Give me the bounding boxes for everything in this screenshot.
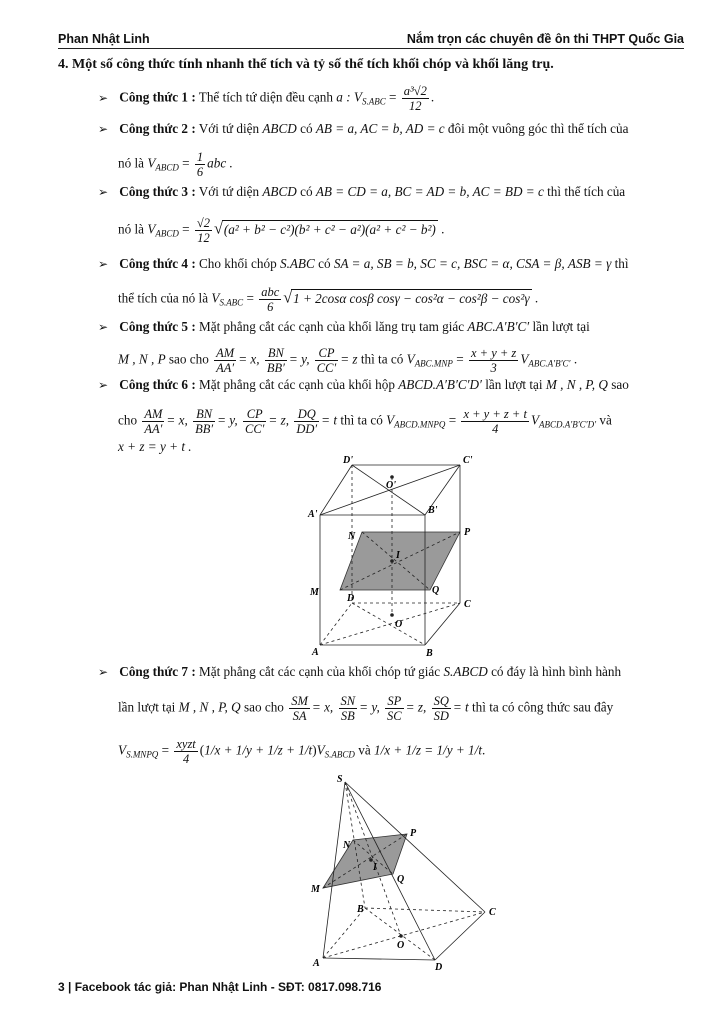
formula-name: ABCD	[262, 184, 297, 199]
bullet-arrow-icon: ➢	[98, 320, 109, 334]
formula-text: lần lượt tại	[485, 377, 543, 392]
ratio-value: = x,	[238, 351, 260, 367]
edge	[323, 958, 435, 960]
ratio-value: = z,	[405, 699, 427, 715]
figure-box-diagram	[300, 455, 500, 660]
formula-6-result: cho $\frac{AM}{AA'}$ = x, $\frac{BN}{BB'}$ = y, $\frac{CP}{CC'}$ = z, $\frac{DQ}{DD'}$ = t thì ta có $V_{ABCD.MNPQ}$ = $\frac{x + y + z + t}{4}$ $V_{ABCD.A'B'C'D'}$ và	[118, 407, 612, 436]
formula-lhs: V	[353, 89, 362, 105]
vertex-label: B'	[428, 505, 438, 516]
formula-name: ABCD	[262, 121, 297, 136]
edge	[352, 603, 425, 645]
vertex-label: I	[373, 862, 377, 873]
formula-condition: SA = a, SB = b, SC = c, BSC = α, CSA = β, ASB = γ	[333, 256, 612, 271]
edge	[435, 912, 485, 960]
bullet-arrow-icon: ➢	[98, 90, 109, 105]
formula-text: thì thể tích của	[547, 184, 626, 199]
fraction: $\frac{√2}{12}$	[196, 216, 211, 245]
formula-text: sao cho	[168, 351, 209, 367]
bullet-arrow-icon: ➢	[98, 185, 109, 199]
formula-7-ratios	[118, 694, 613, 723]
vertex-label: O'	[386, 480, 396, 491]
fraction: $\frac{\text{xyzt}}{4}$	[176, 737, 196, 766]
formula-text: thì	[614, 256, 629, 271]
ratio-value: = t	[321, 412, 338, 428]
formula-rhs: V	[316, 742, 325, 758]
bullet-arrow-icon: ➢	[98, 257, 109, 271]
formula-1: ➢ Công thức 1 : Thể tích tứ diện đều cạnh a : $V_{S.ABC}$ = $\frac{\text{a³√2}}{12}$ .	[98, 84, 435, 113]
formula-text: nó là	[118, 155, 145, 171]
ratio-value: = y,	[288, 351, 310, 367]
bullet-arrow-icon: ➢	[98, 665, 109, 679]
radicand: 1 + 2cosα cosβ cosγ − cos²α − cos²β − cos²γ	[293, 290, 530, 306]
page-footer: 3 | Facebook tác giả: Phan Nhật Linh - SĐT: 0817.098.716	[58, 980, 382, 994]
section-title: 4. Một số công thức tính nhanh thể tích và tỷ số thể tích khối chóp và khối lăng trụ.	[58, 57, 554, 72]
vertex-label: A'	[308, 509, 318, 520]
formula-points: M , N , P, Q	[545, 377, 608, 392]
vertex-label: N	[348, 531, 356, 542]
vertex-label: D	[347, 593, 355, 604]
formula-text: có	[300, 121, 313, 136]
ratio-value: = x,	[311, 699, 334, 715]
vertex-label: D'	[343, 455, 353, 466]
vertex-label: Q	[397, 874, 405, 885]
formula-lhs-sub: S.ABC	[219, 297, 244, 308]
vertex-label: S	[337, 774, 343, 785]
formula-text: Mặt phẳng cắt các cạnh của khối chóp tứ giác	[199, 664, 441, 679]
formula-lhs-sub: ABC.MNP	[414, 358, 453, 369]
vertex-label: O	[397, 940, 405, 951]
vertex-label: B	[426, 648, 433, 659]
formula-text: thì ta có	[360, 351, 404, 367]
ratio-value: = t	[452, 699, 469, 715]
formula-lhs-sub: ABCD	[155, 228, 179, 239]
formula-tail: abc .	[207, 155, 233, 171]
fraction: $\frac{SN}{SB}$	[340, 694, 356, 723]
formula-text: có đáy là hình bình hành	[491, 664, 622, 679]
bullet-arrow-icon: ➢	[98, 378, 109, 392]
formula-name: ABCD.A′B′C′D′	[398, 377, 482, 392]
radical-sign-icon: √	[214, 220, 223, 238]
ratio-value: = x,	[166, 412, 188, 428]
radical-sign-icon: √	[283, 289, 293, 307]
edge	[365, 908, 485, 912]
formula-text: sao cho	[243, 699, 284, 715]
formula-condition: AB = CD = a, BC = AD = b, AC = BD = c	[315, 184, 544, 199]
vertex-label: M	[311, 884, 320, 895]
ratio-value: = y,	[217, 412, 238, 428]
formula-4	[98, 255, 629, 273]
ratio-value: = y,	[359, 699, 380, 715]
edge	[320, 603, 352, 645]
formula-text: thì ta có	[340, 412, 383, 428]
formula-3	[98, 183, 625, 201]
fraction: $\frac{BN}{BB'}$	[266, 346, 285, 375]
formula-6-extra	[118, 438, 192, 456]
formula-7-result: $V_{S.MNPQ}$ = $\frac{\text{xyzt}}{4}$ $(1/x + 1/y + 1/z + 1/t)V_{S.ABCD}$ và 1/x + 1/z = 1/y + 1/t.	[118, 737, 486, 766]
radicand: (a² + b² − c²)(b² + c² − a²)(a² + c² − b²)	[223, 221, 436, 237]
edge	[425, 603, 460, 645]
vertex-label: P	[464, 527, 471, 538]
vertex-label: A	[313, 958, 320, 969]
formula-lhs: V	[147, 155, 156, 171]
formula-text: Cho khối chóp	[199, 256, 277, 271]
formula-rhs-sub: S.ABCD	[324, 749, 355, 760]
formula-lhs-sub: S.ABC	[361, 96, 386, 107]
fraction: $\frac{\text{abc}}{6}$	[261, 285, 280, 314]
vertex-label: D	[435, 962, 443, 970]
formula-rhs: V	[520, 351, 529, 367]
vertex-label: A	[312, 647, 319, 658]
formula-lhs: V	[386, 412, 395, 428]
formula-label: Công thức 3 :	[119, 184, 196, 199]
formula-rhs-sub: ABCD.A′B′C′D′	[539, 419, 597, 430]
formula-text: lần lượt tại	[118, 699, 176, 715]
formula-name: S.ABCD	[443, 664, 488, 679]
formula-extra: 1/x + 1/z = 1/y + 1/t	[373, 742, 482, 758]
formula-text: có	[318, 256, 331, 271]
formula-label: Công thức 5 :	[119, 319, 196, 334]
header-author: Phan Nhật Linh	[58, 32, 150, 46]
formula-3-result: nó là $V_{ABCD}$ = $\frac{√2}{12}$ √(a² + b² − c²)(b² + c² − a²)(a² + c² − b²) .	[118, 216, 445, 245]
formula-label: Công thức 7 :	[119, 664, 196, 679]
bullet-arrow-icon: ➢	[98, 122, 109, 136]
vertex-label: M	[310, 587, 319, 598]
vertex-label: Q	[432, 585, 440, 596]
fraction: $\frac{x + y + z + t}{4}$	[463, 407, 527, 436]
fraction: $\frac{DQ}{DD'}$	[296, 407, 318, 436]
formula-lhs: V	[211, 290, 220, 306]
formula-text: đôi một vuông góc thì thể tích của	[447, 121, 629, 136]
fraction: $\frac{SP}{SC}$	[387, 694, 402, 723]
formula-text: sao	[611, 377, 629, 392]
formula-lhs-sub: ABCD	[155, 162, 179, 173]
formula-name: ABC.A′B′C′	[467, 319, 530, 334]
edge	[320, 465, 352, 515]
formula-6	[98, 376, 629, 394]
fraction: $\frac{SM}{SA}$	[291, 694, 308, 723]
edge	[323, 908, 365, 958]
formula-points: M , N , P	[118, 351, 166, 367]
fraction: $\frac{\text{a³√2}}{12}$	[403, 84, 427, 113]
formula-5	[98, 318, 590, 336]
figure-pyramid-diagram	[305, 770, 515, 970]
formula-extra: x + z = y + t .	[118, 439, 192, 454]
page-header	[58, 26, 684, 49]
fraction: $\frac{AM}{AA'}$	[144, 407, 163, 436]
header-series: Nắm trọn các chuyên đề ôn thi THPT Quốc Gia	[406, 32, 684, 46]
ratio-value: = z	[340, 351, 358, 367]
formula-text: cho	[118, 412, 138, 428]
fraction: $\frac{x + y + z}{3}$	[470, 346, 517, 375]
fraction: $\frac{SQ}{SD}$	[433, 694, 449, 723]
formula-text: Với tứ diện	[198, 121, 260, 136]
vertex-label: C	[489, 907, 496, 918]
formula-lhs-sub: ABCD.MNPQ	[394, 419, 446, 430]
bracket-sum: 1/x + 1/y + 1/z + 1/t	[204, 742, 313, 758]
vertex-label: C'	[463, 455, 473, 466]
formula-text: thể tích của nó là	[118, 290, 209, 306]
vertex-label: O	[395, 619, 403, 630]
formula-name: S.ABC	[279, 256, 315, 271]
formula-text: Mặt phẳng cắt các cạnh của khối hộp	[199, 377, 395, 392]
formula-text: lần lượt tại	[532, 319, 590, 334]
vertex-label: P	[410, 828, 417, 839]
formula-condition: AB = a, AC = b, AD = c	[315, 121, 445, 136]
fraction: $\frac{BN}{BB'}$	[195, 407, 214, 436]
formula-label: Công thức 6 :	[119, 377, 196, 392]
formula-lhs: V	[147, 221, 156, 237]
formula-2	[98, 120, 628, 138]
edge	[365, 908, 435, 960]
vertex-label: I	[396, 550, 400, 561]
fraction: $\frac{CP}{CC'}$	[245, 407, 265, 436]
formula-text: Với tứ diện	[198, 184, 260, 199]
formula-points: M , N , P, Q	[178, 699, 241, 715]
formula-label: Công thức 1 :	[119, 89, 196, 105]
formula-4-result: thể tích của nó là $V_{S.ABC}$ = $\frac{\text{abc}}{6}$ √1 + 2cosα cosβ cosγ − cos²α − cos²β − cos²γ .	[118, 285, 539, 314]
formula-text: và	[599, 412, 612, 428]
formula-7	[98, 663, 621, 681]
formula-2-result: nó là $V_{ABCD}$ = $\frac{1}{6}$ abc .	[118, 150, 233, 179]
formula-lhs: V	[118, 742, 127, 758]
formula-lhs-sub: S.MNPQ	[126, 749, 159, 760]
formula-rhs-sub: ABC.A′B′C′	[528, 358, 571, 369]
formula-5-result: M , N , P sao cho $\frac{AM}{AA'}$ = x, $\frac{BN}{BB'}$ = y, $\frac{CP}{CC'}$ = z thì ta có $V_{ABC.MNP}$ = $\frac{x + y + z}{3}$ $V_{ABC.A'B'C'}$ .	[118, 346, 578, 375]
vertex-label: N	[343, 840, 351, 851]
vertex-label: C	[464, 599, 471, 610]
formula-text: có	[300, 184, 313, 199]
formula-label: Công thức 2 :	[119, 121, 196, 136]
edge	[320, 603, 460, 645]
vertex-label: B	[357, 904, 364, 915]
fraction: $\frac{AM}{AA'}$	[216, 346, 235, 375]
formula-text: Thể tích tứ diện đều cạnh	[198, 89, 333, 105]
formula-text: và	[358, 742, 371, 758]
formula-label: Công thức 4 :	[119, 256, 196, 271]
ratio-value: = z,	[268, 412, 290, 428]
formula-lhs: V	[406, 351, 415, 367]
fraction: $\frac{CP}{CC'}$	[316, 346, 337, 375]
formula-rhs: V	[530, 412, 539, 428]
formula-text: nó là	[118, 221, 145, 237]
formula-text: thì ta có công thức sau đây	[472, 699, 614, 715]
fraction: $\frac{1}{6}$	[196, 150, 204, 179]
formula-var: a :	[336, 89, 351, 105]
formula-text: Mặt phẳng cắt các cạnh của khối lăng trụ tam giác	[199, 319, 465, 334]
